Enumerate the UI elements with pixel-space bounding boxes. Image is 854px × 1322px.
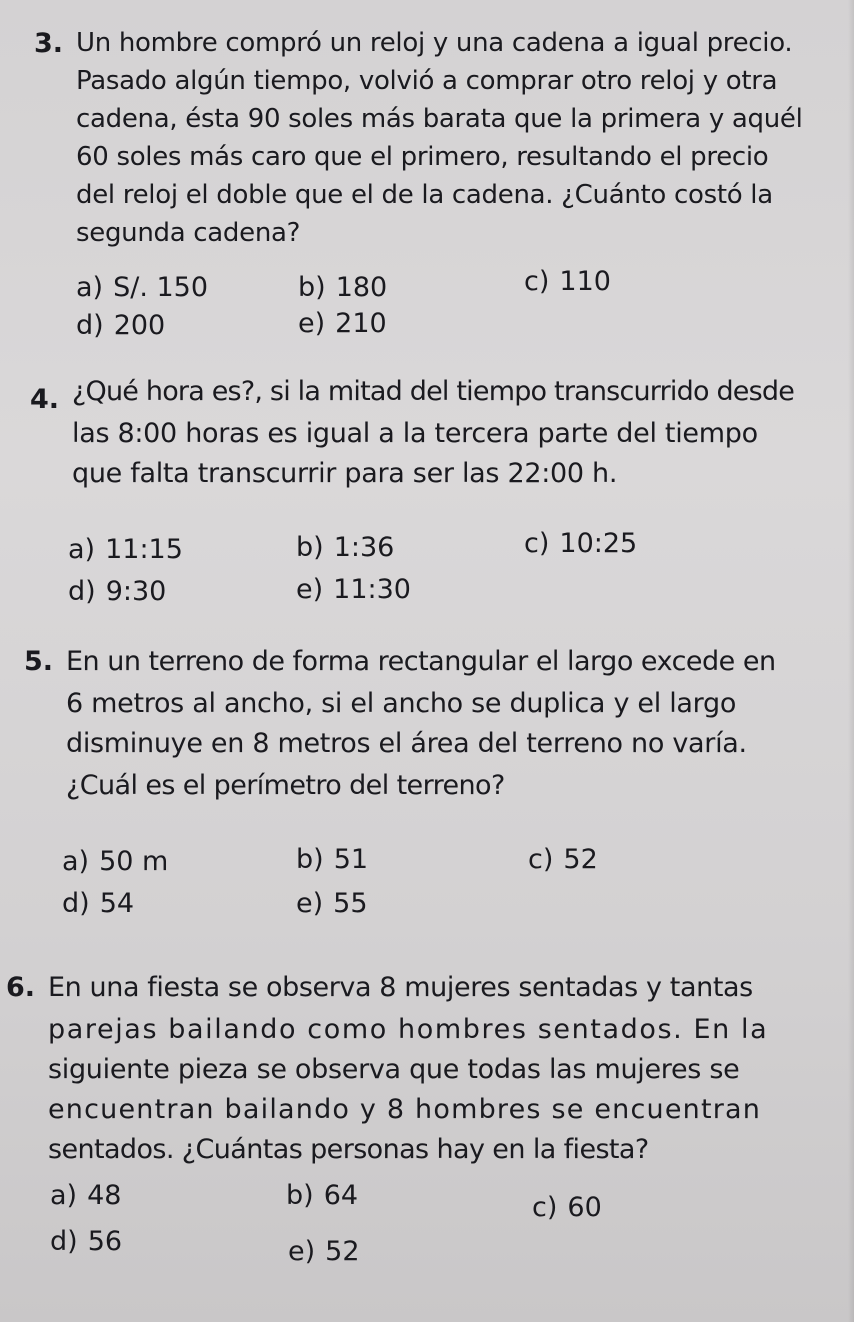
problem-5-option-b: b) 51: [296, 844, 369, 875]
problem-6-number: 6.: [6, 972, 36, 1003]
problem-6-line-4: encuentran bailando y 8 hombres se encuentran: [48, 1094, 762, 1125]
problem-3-option-b: b) 180: [298, 272, 388, 303]
problem-5-line-4: ¿Cuál es el perímetro del terreno?: [66, 770, 505, 801]
problem-4-line-2: las 8:00 horas es igual a la tercera parte del tiempo: [72, 418, 758, 449]
problem-4-option-c: c) 10:25: [524, 528, 638, 559]
problem-4-option-e: e) 11:30: [296, 574, 411, 605]
problem-5-line-3: disminuye en 8 metros el área del terreno no varía.: [66, 728, 747, 759]
problem-3-line-1: Un hombre compró un reloj y una cadena a igual precio.: [76, 28, 793, 58]
problem-3-line-3: cadena, ésta 90 soles más barata que la primera y aquél: [76, 104, 803, 134]
problem-6-option-d: d) 56: [50, 1226, 123, 1257]
problem-6-option-e: e) 52: [288, 1236, 360, 1267]
problem-5-number: 5.: [24, 646, 54, 677]
problem-6-option-b: b) 64: [286, 1180, 359, 1211]
problem-3-line-5: del reloj el doble que el de la cadena. ¿Cuánto costó la: [76, 180, 773, 210]
problem-5-option-c: c) 52: [528, 844, 598, 875]
problem-6-line-1: En una fiesta se observa 8 mujeres sentadas y tantas: [48, 972, 753, 1003]
problem-6-line-3: siguiente pieza se observa que todas las mujeres se: [48, 1054, 740, 1085]
problem-3-line-4: 60 soles más caro que el primero, resultando el precio: [76, 142, 769, 172]
problem-6-option-c: c) 60: [532, 1192, 602, 1223]
problem-4-line-3: que falta transcurrir para ser las 22:00 h.: [72, 458, 618, 489]
problem-3-option-c: c) 110: [524, 266, 611, 297]
problem-6-line-5: sentados. ¿Cuántas personas hay en la fiesta?: [48, 1134, 649, 1165]
problem-4-option-b: b) 1:36: [296, 532, 395, 563]
problem-4-line-1: ¿Qué hora es?, si la mitad del tiempo transcurrido desde: [72, 376, 795, 407]
page-edge-shadow: [848, 0, 854, 1322]
problem-4-number: 4.: [30, 384, 60, 415]
problem-5-option-a: a) 50 m: [62, 846, 169, 877]
problem-3-option-e: e) 210: [298, 308, 387, 339]
problem-5-line-2: 6 metros al ancho, si el ancho se duplica y el largo: [66, 688, 737, 719]
problem-5-option-e: e) 55: [296, 888, 368, 919]
problem-6-option-a: a) 48: [50, 1180, 122, 1211]
problem-6-line-2: parejas bailando como hombres sentados. En la: [48, 1014, 769, 1045]
problem-5-line-1: En un terreno de forma rectangular el largo excede en: [66, 646, 776, 677]
problem-4-option-a: a) 11:15: [68, 534, 183, 565]
problem-3-option-a: a) S/. 150: [76, 272, 209, 303]
problem-3-number: 3.: [34, 28, 64, 59]
problem-5-option-d: d) 54: [62, 888, 135, 919]
problem-3-option-d: d) 200: [76, 310, 166, 341]
problem-4-option-d: d) 9:30: [68, 576, 167, 607]
problem-3-line-6: segunda cadena?: [76, 218, 301, 248]
problem-3-line-2: Pasado algún tiempo, volvió a comprar otro reloj y otra: [76, 66, 778, 96]
